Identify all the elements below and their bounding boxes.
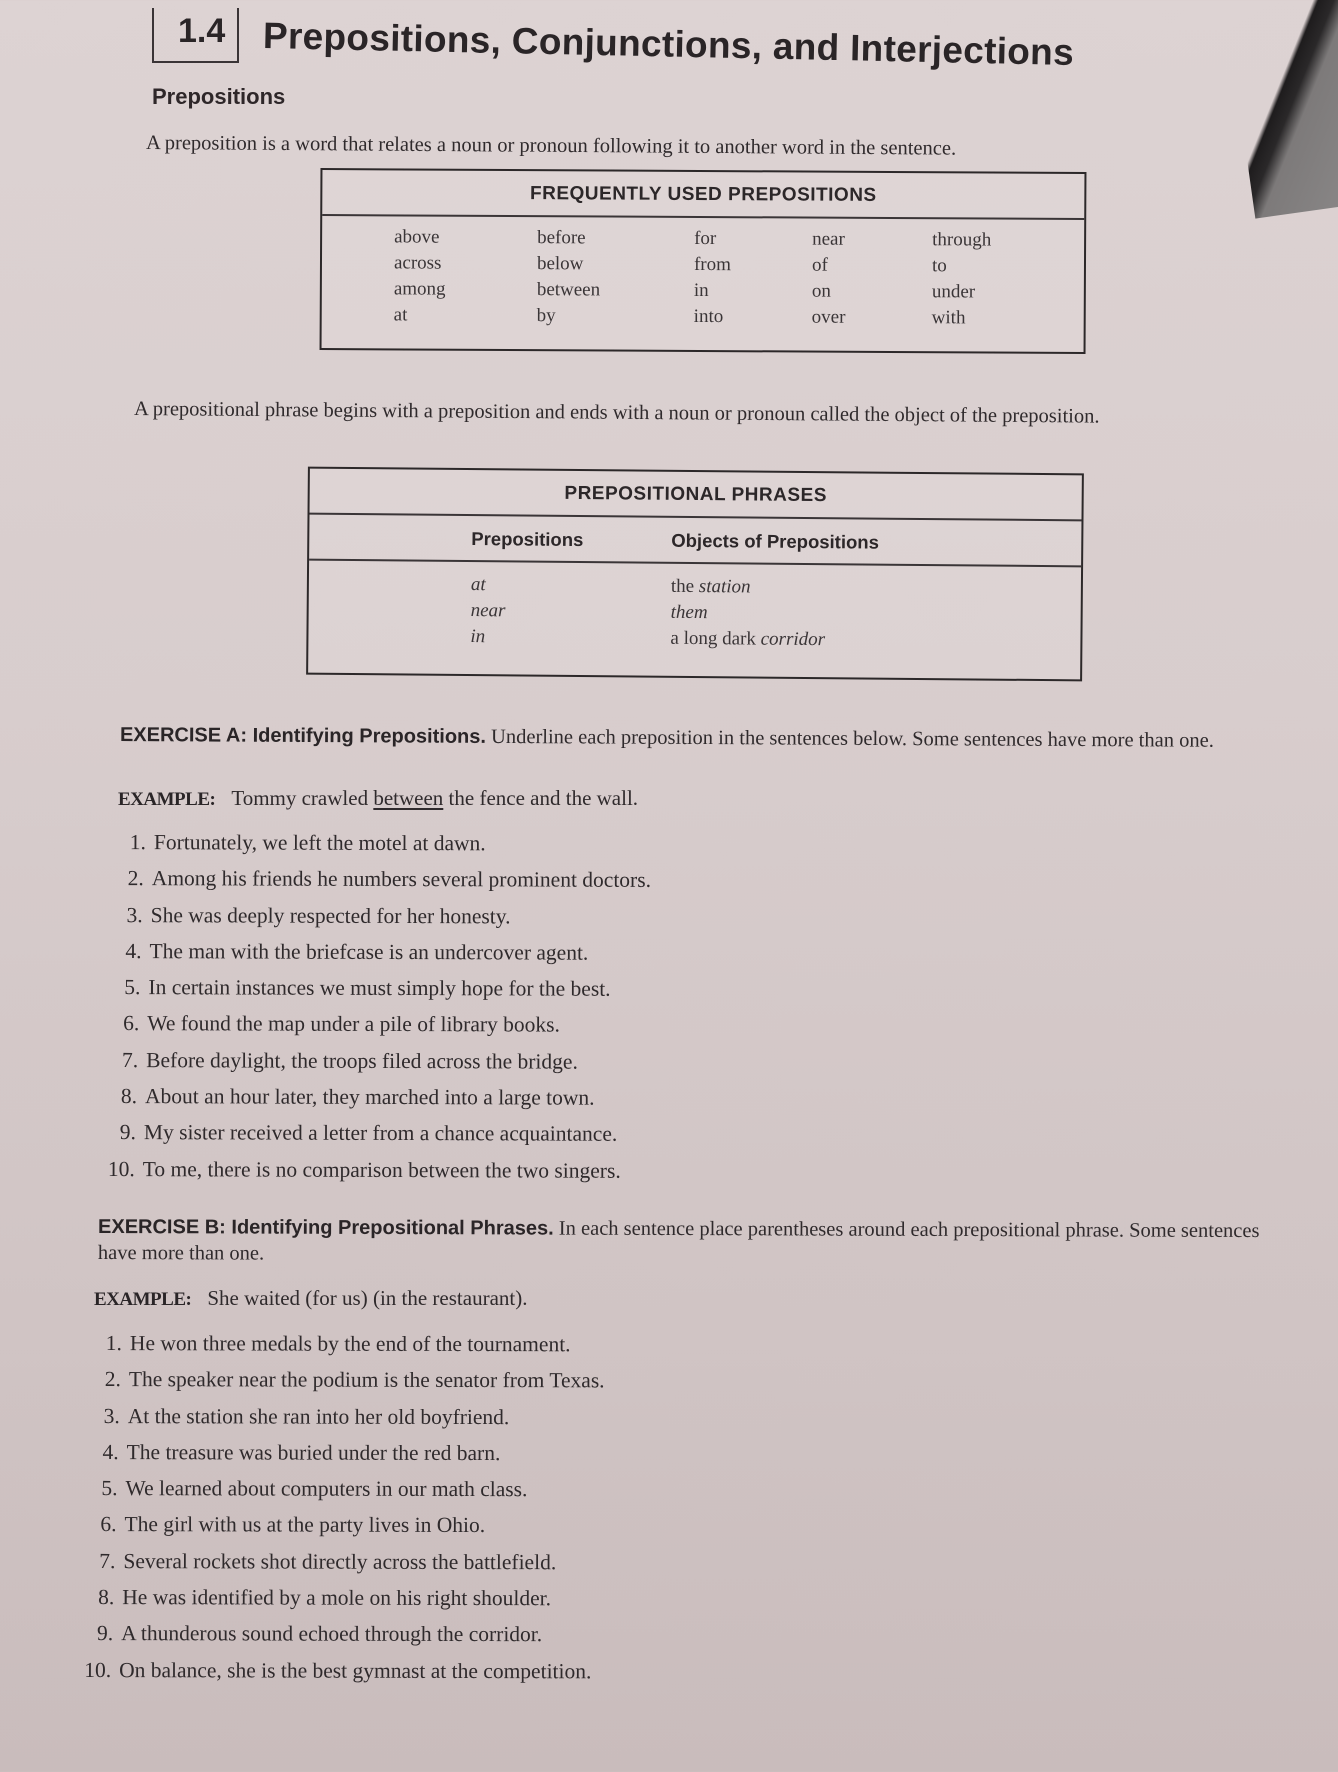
phrase-object	[671, 600, 826, 627]
preposition-word: at	[393, 304, 408, 326]
exercise-b-instructions: In each sentence place parentheses around each prepositional phrase. Some sentences have more than one.	[97, 1217, 1260, 1265]
phrase-preposition: in	[470, 626, 486, 648]
example-label: EXAMPLE:	[94, 1289, 192, 1310]
preposition-word: of	[811, 254, 828, 276]
exercise-item	[107, 1078, 650, 1116]
preposition-word: with	[931, 307, 966, 329]
preposition-word: above	[394, 226, 440, 248]
exercise-item	[83, 1579, 604, 1617]
preposition-column	[694, 226, 813, 331]
phrase-object	[670, 626, 825, 653]
prepositional-phrases-header-row	[309, 515, 1081, 568]
item-text: He was identified by a mole on his right shoulder.	[122, 1585, 552, 1611]
page-edge-shadow	[1222, 0, 1338, 219]
item-text: On balance, she is the best gymnast at the competition.	[119, 1657, 592, 1684]
object-italic: them	[670, 601, 708, 624]
exercise-item	[108, 860, 651, 898]
exercise-a-items	[107, 824, 651, 1189]
item-number: 3.	[103, 1403, 120, 1428]
exercise-item	[84, 1361, 605, 1399]
example-text-before: Tommy crawled	[231, 786, 374, 810]
header-objects: Objects of Prepositions	[671, 529, 880, 553]
item-text: We learned about computers in our math class.	[125, 1476, 528, 1502]
item-number: 2.	[127, 866, 144, 891]
exercise-item	[107, 1114, 650, 1152]
section-heading: Prepositions	[152, 84, 286, 109]
frequent-prepositions-box	[320, 168, 1087, 354]
exercise-item	[107, 1005, 650, 1043]
item-number: 5.	[101, 1476, 118, 1501]
item-number: 8.	[120, 1084, 138, 1109]
exercise-a-heading	[120, 722, 1250, 754]
item-text: She was deeply respected for her honesty.	[150, 902, 511, 928]
item-number: 4.	[125, 938, 142, 964]
item-text: Among his friends he numbers several prominent doctors.	[151, 866, 652, 893]
exercise-item	[107, 1151, 650, 1189]
chapter-header	[152, 8, 1075, 73]
prepositional-phrases-body	[308, 561, 1081, 656]
preposition-word: in	[693, 279, 709, 302]
exercise-item	[107, 1042, 650, 1080]
object-plain: a long dark	[670, 627, 761, 650]
item-text: Several rockets shot directly across the battlefield.	[123, 1548, 557, 1575]
exercise-item	[84, 1325, 605, 1363]
item-text: The girl with us at the party lives in Ohio.	[124, 1512, 486, 1538]
item-text: Before daylight, the troops filed across the bridge.	[146, 1047, 578, 1074]
exercise-item	[84, 1398, 605, 1436]
prepositional-phrase-definition: A prepositional phrase begins with a preposition and ends with a noun or pronoun called the object of the preposition.	[133, 398, 1100, 428]
exercise-b-example	[94, 1286, 527, 1311]
item-number: 6.	[123, 1011, 140, 1036]
item-text: A thunderous sound echoed through the corridor.	[121, 1621, 543, 1647]
preposition-definition: A preposition is a word that relates a noun or pronoun following it to another word in the sentence.	[145, 132, 957, 160]
example-label: EXAMPLE:	[118, 789, 216, 810]
item-text: In certain instances we must simply hope for the best.	[148, 975, 611, 1001]
preposition-word: before	[537, 227, 586, 249]
item-text: At the station she ran into her old boyfriend.	[127, 1403, 510, 1429]
item-number: 4.	[102, 1439, 119, 1464]
preposition-word: to	[931, 255, 947, 277]
preposition-column	[537, 225, 695, 330]
preposition-word: into	[693, 305, 724, 328]
item-text: My sister received a letter from a chance acquaintance.	[143, 1120, 618, 1147]
phrase-preposition: near	[470, 600, 506, 622]
item-number: 6.	[100, 1512, 117, 1537]
frequent-prepositions-title: FREQUENTLY USED PREPOSITIONS	[322, 170, 1084, 220]
item-number: 7.	[122, 1047, 139, 1072]
frequent-prepositions-grid	[322, 216, 1085, 332]
item-number: 10.	[107, 1156, 135, 1181]
phrase-preposition: at	[470, 574, 486, 596]
preposition-word: on	[811, 280, 831, 302]
item-number: 9.	[119, 1120, 136, 1145]
exercise-a-example	[118, 786, 638, 811]
item-number: 10.	[84, 1657, 112, 1682]
chapter-title: Prepositions, Conjunctions, and Interjections	[262, 14, 1075, 73]
exercise-b-items	[83, 1325, 605, 1689]
object-italic: corridor	[760, 628, 826, 651]
item-number: 1.	[129, 830, 146, 855]
preposition-column	[394, 224, 538, 329]
example-text: She waited (for us) (in the restaurant).	[207, 1286, 528, 1310]
preposition-word: among	[393, 278, 446, 300]
exercise-item	[84, 1434, 605, 1472]
preposition-word: between	[536, 279, 601, 301]
exercise-item	[84, 1470, 605, 1508]
preposition-word: from	[693, 253, 731, 276]
preposition-word: across	[393, 252, 442, 274]
preposition-column	[932, 227, 1073, 332]
objects-column	[670, 574, 825, 653]
item-text: He won three medals by the end of the tournament.	[129, 1331, 571, 1357]
preposition-word: for	[694, 227, 717, 250]
preposition-word: near	[812, 228, 845, 250]
header-prepositions: Prepositions	[471, 528, 584, 551]
item-text: The speaker near the podium is the senator from Texas.	[128, 1367, 605, 1393]
exercise-item	[83, 1506, 604, 1544]
phrase-object	[671, 574, 826, 601]
exercise-item	[107, 969, 650, 1007]
exercise-item	[108, 824, 651, 862]
preposition-word: by	[536, 305, 556, 327]
exercise-item	[83, 1543, 604, 1581]
prepositional-phrases-box	[306, 467, 1084, 682]
item-number: 2.	[104, 1367, 121, 1392]
item-text: About an hour later, they marched into a large town.	[145, 1084, 595, 1110]
item-text: To me, there is no comparison between the two singers.	[142, 1156, 621, 1183]
object-italic: station	[698, 576, 751, 598]
item-number: 1.	[105, 1331, 122, 1356]
item-number: 3.	[126, 902, 143, 927]
prepositional-phrases-title: PREPOSITIONAL PHRASES	[310, 469, 1082, 522]
exercise-item	[83, 1652, 604, 1690]
item-text: Fortunately, we left the motel at dawn.	[153, 830, 486, 856]
preposition-word: through	[932, 229, 992, 251]
preposition-word: under	[931, 281, 976, 303]
exercise-b-title: EXERCISE B: Identifying Prepositional Phrases.	[98, 1216, 554, 1240]
object-plain: the	[670, 575, 699, 598]
item-number: 7.	[99, 1548, 116, 1573]
exercise-a-instructions: Underline each preposition in the sentences below. Some sentences have more than one.	[491, 725, 1214, 752]
item-number: 5.	[124, 975, 141, 1000]
exercise-item	[83, 1615, 604, 1653]
item-number: 8.	[98, 1585, 115, 1610]
preposition-word: over	[811, 306, 846, 328]
preposition-column	[812, 227, 933, 332]
exercise-a-title: EXERCISE A: Identifying Prepositions.	[119, 724, 487, 748]
item-text: We found the map under a pile of library books.	[147, 1011, 560, 1038]
item-text: The treasure was buried under the red barn.	[126, 1440, 501, 1465]
example-underlined-word: between	[373, 786, 444, 810]
example-text-after: the fence and the wall.	[443, 786, 639, 810]
exercise-b-heading	[98, 1214, 1268, 1270]
preposition-word: below	[536, 253, 584, 275]
item-text: The man with the briefcase is an undercover agent.	[149, 939, 589, 965]
exercise-item	[107, 933, 650, 971]
exercise-item	[108, 897, 651, 935]
prepositions-column	[470, 572, 671, 652]
chapter-number-box: 1.4	[152, 8, 239, 63]
item-number: 9.	[97, 1621, 114, 1646]
